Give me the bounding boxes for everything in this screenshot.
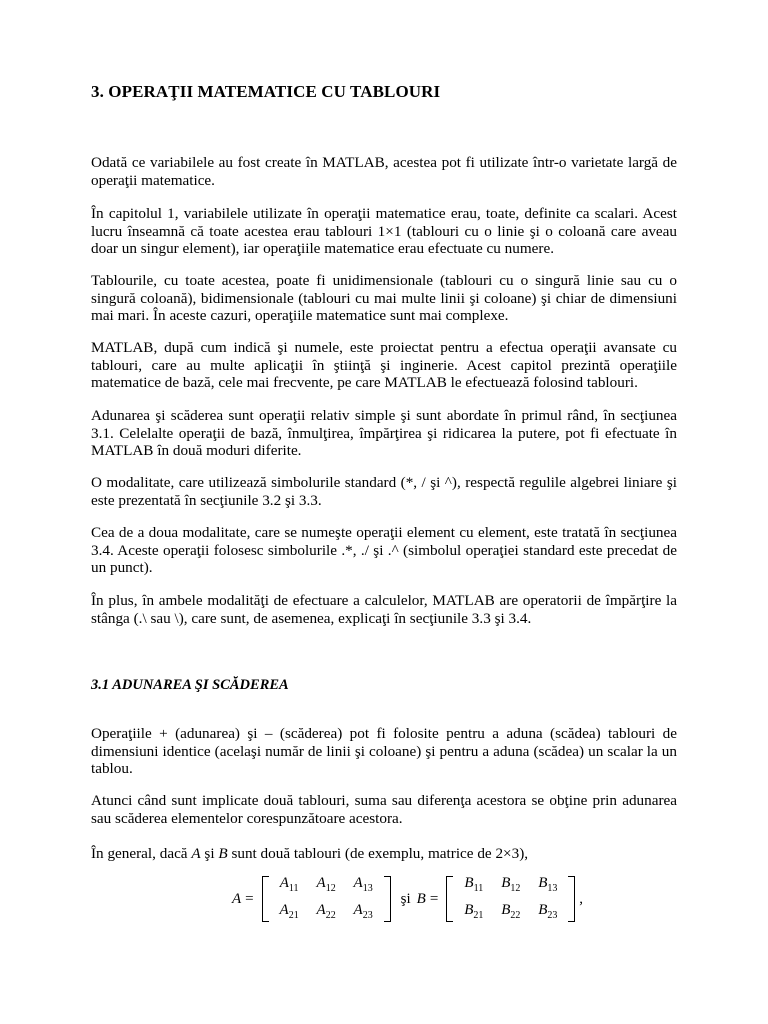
equals-sign-a: =	[245, 890, 254, 907]
matrix-cell	[308, 901, 345, 925]
left-bracket	[262, 876, 269, 922]
cell-letter: A	[316, 874, 326, 891]
matrix-cell	[345, 901, 382, 925]
cell-letter: A	[353, 901, 363, 918]
cell-index: 21	[473, 909, 484, 921]
conjunction-and: şi	[400, 890, 411, 907]
paragraph-intro: Odată ce variabilele au fost create în MATLAB, acestea pot fi utilizate într-o varietate largă de operaţii matematice.	[91, 154, 677, 189]
matrix-cell	[308, 874, 345, 898]
matrix-equation	[232, 876, 583, 922]
variable-b: B	[218, 845, 228, 862]
matrix-cell	[455, 901, 492, 925]
cell-index: 21	[288, 909, 299, 921]
matrix-cell	[492, 901, 529, 925]
cell-letter: B	[464, 874, 474, 891]
cell-letter: A	[279, 874, 289, 891]
matrix-cell	[529, 901, 566, 925]
matrix-a	[262, 874, 391, 925]
matrix-b-grid	[453, 874, 568, 925]
cell-index: 11	[473, 882, 484, 894]
paragraph-add-sub-rules: Operaţiile + (adunarea) şi – (scăderea) pot fi folosite pentru a aduna (scădea) tablouri de dimensiuni identice (acelaşi număr de linii şi coloane) şi pentru a aduna (scădea) un scalar la un tablou.	[91, 725, 677, 778]
matrix-cell	[345, 874, 382, 898]
variable-a: A	[191, 845, 201, 862]
cell-letter: B	[501, 874, 511, 891]
cell-index: 12	[510, 882, 521, 894]
cell-index: 23	[547, 909, 558, 921]
general-prefix: În general, dacă	[91, 845, 192, 862]
cell-index: 22	[510, 909, 521, 921]
matrix-b-name: B	[416, 890, 426, 907]
left-bracket	[446, 876, 453, 922]
right-bracket	[384, 876, 391, 922]
matrix-a-name: A	[232, 890, 242, 907]
cell-index: 22	[325, 909, 336, 921]
cell-index: 13	[547, 882, 558, 894]
equals-sign-b: =	[429, 890, 439, 907]
paragraph-dimensions: Tablourile, cu toate acestea, poate fi unidimensionale (tablouri cu o singură linie sau cu o singură coloană), bidimensionale (tablouri cu mai multe linii şi coloane) şi chiar de dimensiuni mai mari. În aceste cazuri, operaţiile matematice sunt mai complexe.	[91, 272, 677, 325]
chapter-title: 3. OPERAŢII MATEMATICE CU TABLOURI	[91, 82, 441, 101]
paragraph-standard-symbols: O modalitate, care utilizează simbolurile standard (*, / şi ^), respectă regulile algebrei liniare şi este prezentată în secţiunile 3.2 şi 3.3.	[91, 474, 677, 509]
cell-index: 23	[362, 909, 373, 921]
cell-letter: B	[538, 901, 548, 918]
matrix-cell	[271, 901, 308, 925]
cell-letter: A	[353, 874, 363, 891]
matrix-cell	[492, 874, 529, 898]
paragraph-two-arrays: Atunci când sunt implicate două tablouri, suma sau diferenţa acestora se obţine prin adunarea sau scăderea elementelor corespunzătoare acestora.	[91, 792, 677, 827]
cell-letter: B	[501, 901, 511, 918]
matrix-b	[446, 874, 575, 925]
general-suffix: sunt două tablouri (de exemplu, matrice de 2×3),	[227, 845, 529, 862]
general-and: şi	[200, 845, 219, 862]
cell-index: 13	[362, 882, 373, 894]
section-title: 3.1 ADUNAREA ŞI SCĂDEREA	[91, 677, 289, 693]
paragraph-element-wise: Cea de a doua modalitate, care se numeşte operaţii element cu element, este tratată în secţiunea 3.4. Aceste operaţii folosesc simbolurile .*, ./ şi .^ (simbolul operaţiei standard este precedat de un punct).	[91, 524, 677, 577]
paragraph-scalars: În capitolul 1, variabilele utilizate în operaţii matematice erau, toate, definite ca scalari. Acest lucru înseamnă că toate acestea erau tablouri 1×1 (tablouri cu o linie şi o coloană care aveau doar un singur element), iar operaţiile matematice erau efectuate cu numere.	[91, 205, 677, 258]
paragraph-matlab-arrays: MATLAB, după cum indică şi numele, este proiectat pentru a efectua operaţii avansate cu tablouri, care au multe aplicaţii în ştiinţă şi inginerie. Acest capitol prezintă operaţiile matematice de bază, cele mai frecvente, pe care MATLAB le efectuează folosind tablouri.	[91, 339, 677, 392]
right-bracket	[568, 876, 575, 922]
paragraph-general-case	[91, 845, 677, 863]
matrix-cell	[529, 874, 566, 898]
matrix-cell	[455, 874, 492, 898]
matrix-cell	[271, 874, 308, 898]
equation-comma: ,	[579, 890, 584, 907]
cell-letter: A	[316, 901, 326, 918]
paragraph-add-subtract-intro: Adunarea şi scăderea sunt operaţii relativ simple şi sunt abordate în primul rând, în secţiunea 3.1. Celelalte operaţii de bază, înmulţirea, împărţirea şi ridicarea la putere, pot fi efectuate în MATLAB în două moduri diferite.	[91, 407, 677, 460]
cell-letter: B	[538, 874, 548, 891]
paragraph-left-division: În plus, în ambele modalităţi de efectuare a calculelor, MATLAB are operatorii de împărţire la stânga (.\ sau \), care sunt, de asemenea, explicaţi în secţiunile 3.3 şi 3.4.	[91, 592, 677, 627]
cell-index: 11	[288, 882, 299, 894]
matrix-a-grid	[269, 874, 384, 925]
cell-letter: A	[279, 901, 289, 918]
cell-index: 12	[325, 882, 336, 894]
cell-letter: B	[464, 901, 474, 918]
